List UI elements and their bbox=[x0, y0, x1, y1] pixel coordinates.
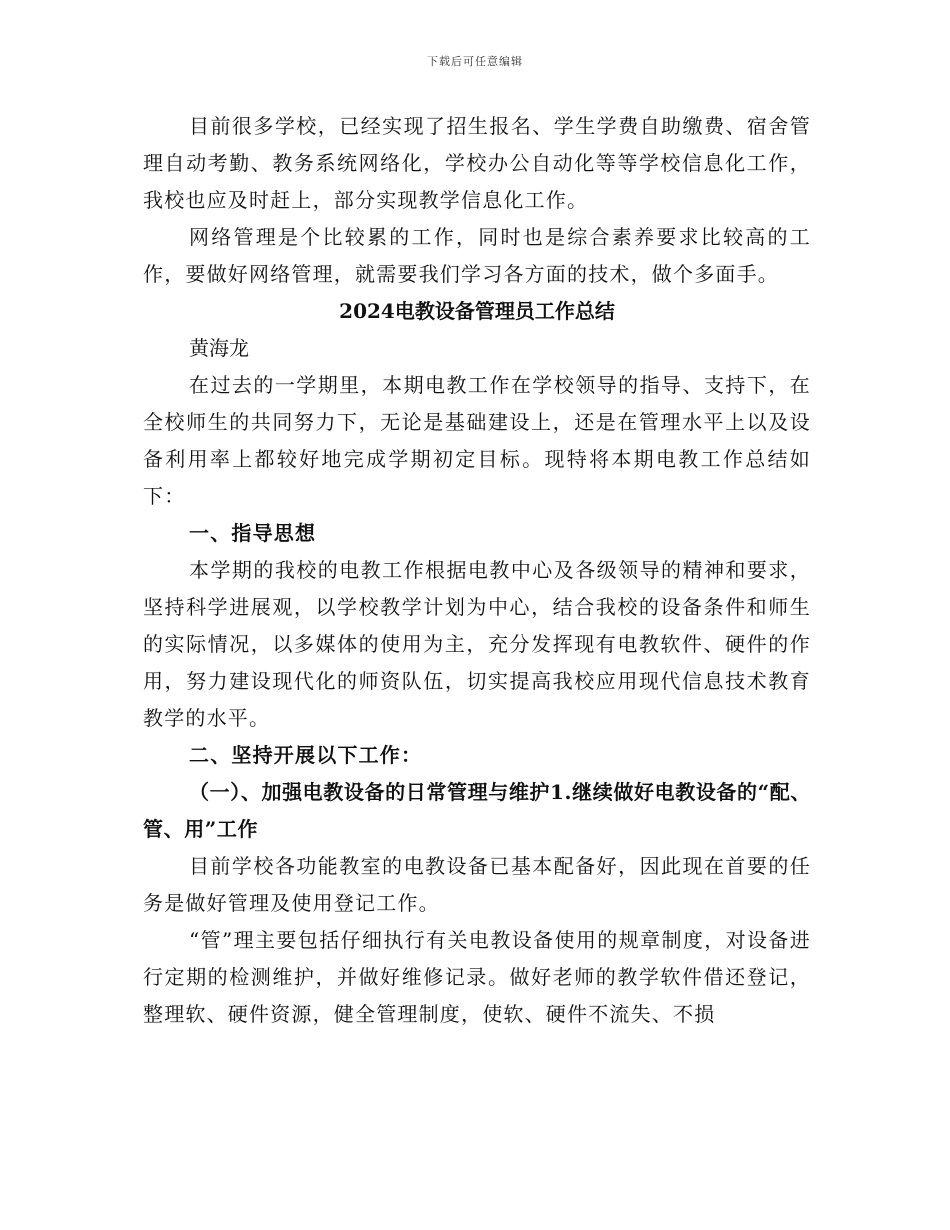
document-title: 2024电教设备管理员工作总结 bbox=[339, 299, 615, 323]
paragraph-guiding-thought: 本学期的我校的电教工作根据电教中心及各级领导的精神和要求，坚持科学进展观，以学校教学计划为中心，结合我校的设备条件和师生的实际情况，以多媒体的使用为主，充分发挥现有电教软件、硬件的作用，努力建设现代化的师资队伍，切实提高我校应用现代信息技术教育教学的水平。 bbox=[143, 558, 811, 730]
paragraph-network-management: 网络管理是个比较累的工作，同时也是综合素养要求比较高的工作，要做好网络管理，就需要我们学习各方面的技术，做个多面手。 bbox=[143, 225, 811, 286]
heading-guiding-thought: 一、指导思想 bbox=[189, 521, 317, 545]
author-name: 黄海龙 bbox=[189, 336, 249, 360]
page-header: 下载后可任意编辑 bbox=[427, 55, 523, 68]
document-body bbox=[143, 108, 811, 1033]
heading-work-items: 二、坚持开展以下工作： bbox=[189, 743, 423, 767]
paragraph-management-details: “管”理主要包括仔细执行有关电教设备使用的规章制度，对设备进行定期的检测维护，并做好维修记录。做好老师的教学软件借还登记，整理软、硬件资源，健全管理制度，使软、硬件不流失、不损 bbox=[143, 928, 811, 1026]
subheading-equipment-management: （一）、加强电教设备的日常管理与维护1.继续做好电教设备的“配、管、用”工作 bbox=[143, 780, 811, 841]
paragraph-equipment-status: 目前学校各功能教室的电教设备已基本配备好，因此现在首要的任务是做好管理及使用登记工作。 bbox=[143, 854, 811, 915]
paragraph-intro: 在过去的一学期里，本期电教工作在学校领导的指导、支持下，在全校师生的共同努力下，无论是基础建设上，还是在管理水平上以及设备利用率上都较好地完成学期初定目标。现特将本期电教工作总结如下： bbox=[143, 373, 811, 508]
paragraph-school-informatization: 目前很多学校，已经实现了招生报名、学生学费自助缴费、宿舍管理自动考勤、教务系统网络化，学校办公自动化等等学校信息化工作，我校也应及时赶上，部分实现教学信息化工作。 bbox=[143, 114, 811, 212]
